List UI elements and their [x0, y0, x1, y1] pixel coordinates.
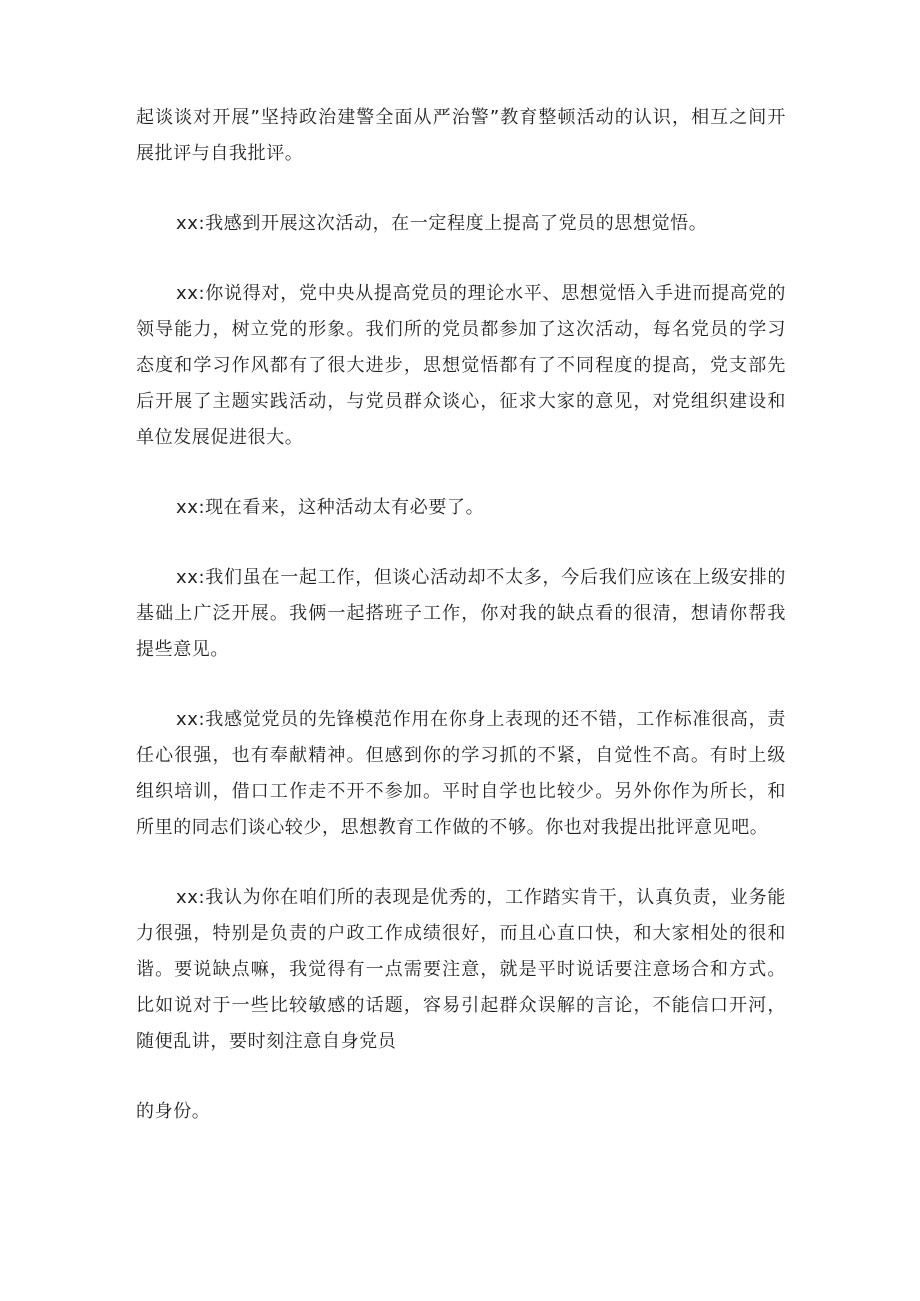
document-body [136, 100, 786, 1164]
paragraph-dialogue-1: xx:我感到开展这次活动，在一定程度上提高了党员的思想觉悟。 [176, 213, 708, 234]
paragraph-dialogue-6: xx:我认为你在咱们所的表现是优秀的，工作踏实肯干，认真负责，业务能力很强，特别是负责的户政工作成绩很好，而且心直口快，和大家相处的很和谐。要说缺点嘛，我觉得有一点需要注意，就是平时说话要注意场合和方式。比如说对于一些比较敏感的话题，容易引起群众误解的言论，不能信口开河，随便乱讲，要时刻注意自身党员 [136, 887, 786, 1052]
paragraph-dialogue-3: xx:现在看来，这种活动太有必要了。 [176, 497, 485, 518]
paragraph-continuation: 起谈谈对开展”坚持政治建警全面从严治警”教育整顿活动的认识，相互之间开展批评与自我批评。 [136, 107, 786, 164]
paragraph-dialogue-2: xx:你说得对，党中央从提高党员的理论水平、思想觉悟入手进而提高党的领导能力，树立党的形象。我们所的党员都参加了这次活动，每名党员的学习态度和学习作风都有了很大进步，思想觉悟都有了不同程度的提高，党支部先后开展了主题实践活动，与党员群众谈心，征求大家的意见，对党组织建设和单位发展促进很大。 [136, 283, 786, 448]
paragraph-dialogue-5: xx:我感觉党员的先锋模范作用在你身上表现的还不错，工作标准很高，责任心很强，也有奉献精神。但感到你的学习抓的不紧，自觉性不高。有时上级组织培训，借口工作走不开不参加。平时自学也比较少。另外你作为所长，和所里的同志们谈心较少，思想教育工作做的不够。你也对我提出批评意见吧。 [136, 709, 786, 838]
paragraph-tail: 的身份。 [136, 1101, 211, 1122]
paragraph-dialogue-4: xx:我们虽在一起工作，但谈心活动却不太多，今后我们应该在上级安排的基础上广泛开展。我俩一起搭班子工作，你对我的缺点看的很清，想请你帮我提些意见。 [136, 567, 786, 660]
